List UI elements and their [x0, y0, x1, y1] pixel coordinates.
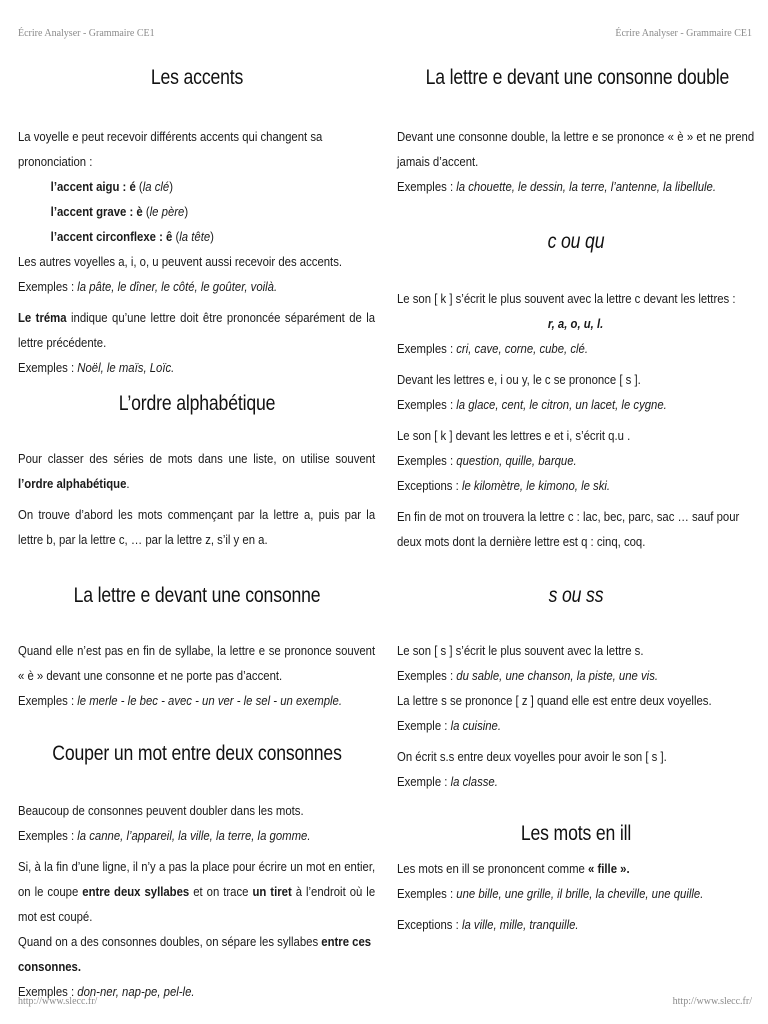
- accents-intro: La voyelle e peut recevoir différents accents qui changent sa prononciation :: [18, 129, 323, 169]
- examples-label: Exemples :: [397, 179, 454, 194]
- examples-label: Exemples :: [397, 341, 454, 356]
- accent-aigu-example: la clé: [142, 179, 170, 194]
- cqu-ex1: cri, cave, corne, cube, clé.: [456, 341, 589, 356]
- section-double: [397, 66, 755, 90]
- ill-p1-bold: « fille ».: [588, 861, 630, 876]
- cqu-ex2-line: [397, 392, 754, 417]
- cqu-p2: Devant les lettres e, i ou y, le c se prononce [ s ].: [397, 372, 641, 387]
- accents-examples-line: [18, 274, 375, 299]
- section-title: c ou qu: [547, 230, 605, 253]
- cqu-exceptions-line: [397, 473, 754, 498]
- sss-ex1: du sable, une chanson, la piste, une vis.: [456, 668, 659, 683]
- section-title: Les accents: [150, 66, 244, 89]
- ill-exceptions: la ville, mille, tranquille.: [461, 917, 579, 932]
- couper-examples2: don-ner, nap-pe, pel-le.: [77, 984, 195, 999]
- examples-label: Exemples :: [18, 279, 75, 294]
- examples-label: Exemples :: [397, 453, 454, 468]
- trema-text: indique qu’une lettre doit être prononcée séparément de la lettre précédente.: [18, 310, 376, 350]
- page-header-left: Écrire Analyser - Grammaire CE1: [18, 28, 155, 39]
- exceptions-label: Exceptions :: [397, 917, 459, 932]
- accent-circ-label: l’accent circonflexe : ê: [50, 229, 173, 244]
- couper-p1: Beaucoup de consonnes peuvent doubler dans les mots.: [18, 803, 304, 818]
- consonne-examples: le merle - le bec - avec - un ver - le sel - un exemple.: [77, 693, 342, 708]
- example-label: Exemple :: [397, 718, 448, 733]
- accent-aigu-label: l’accent aigu : é: [50, 179, 136, 194]
- section-sss: [397, 584, 755, 608]
- trema-examples: Noël, le maïs, Loïc.: [77, 360, 175, 375]
- section-title: La lettre e devant une consonne double: [425, 66, 730, 89]
- ordre-p1-bold: l’ordre alphabétique: [18, 476, 127, 491]
- sss-p2: La lettre s se prononce [ z ] quand elle est entre deux voyelles.: [397, 693, 712, 708]
- cqu-p1: Le son [ k ] s’écrit le plus souvent avec la lettre c devant les lettres :: [397, 291, 736, 306]
- ill-exceptions-line: [397, 912, 754, 937]
- trema-bold: Le tréma: [18, 310, 67, 325]
- consonne-examples-line: [18, 688, 375, 713]
- couper-examples: la canne, l’appareil, la ville, la terre, la gomme.: [77, 828, 311, 843]
- section-title: L’ordre alphabétique: [118, 392, 276, 415]
- cqu-ex2: la glace, cent, le citron, un lacet, le cygne.: [456, 397, 667, 412]
- couper-p2: [18, 854, 375, 929]
- double-p1: Devant une consonne double, la lettre e se prononce « è » et ne prend jamais d’accent.: [397, 129, 755, 169]
- example-label: Exemple :: [397, 774, 448, 789]
- couper-p3-bold: entre ces consonnes.: [18, 934, 372, 974]
- cqu-body: [397, 286, 755, 554]
- accents-autres: Les autres voyelles a, i, o, u peuvent aussi recevoir des accents.: [18, 254, 343, 269]
- cqu-letters: r, a, o, u, l.: [547, 316, 604, 331]
- couper-p2-bold2: un tiret: [252, 884, 292, 899]
- ill-examples-line: [397, 881, 754, 906]
- section-title: Couper un mot entre deux consonnes: [52, 742, 342, 765]
- consonne-p1: Quand elle n’est pas en fin de syllabe, la lettre e se prononce souvent « è » devant une consonne et ne porte pas d’accent.: [18, 643, 376, 683]
- couper-examples-line: [18, 823, 375, 848]
- section-title: La lettre e devant une consonne: [73, 584, 321, 607]
- sss-ex3: la classe.: [450, 774, 498, 789]
- double-examples-line: [397, 174, 754, 199]
- section-ill: [397, 822, 755, 846]
- examples-label: Exemples :: [397, 668, 454, 683]
- ill-body: [397, 856, 755, 937]
- cqu-ex3-line: [397, 448, 754, 473]
- couper-p3: [18, 929, 375, 979]
- examples-label: Exemples :: [397, 886, 454, 901]
- sss-ex2: la cuisine.: [450, 718, 502, 733]
- ill-p1: [397, 856, 754, 881]
- sss-p3: On écrit s.s entre deux voyelles pour avoir le son [ s ].: [397, 749, 667, 764]
- cqu-p4: En fin de mot on trouvera la lettre c : lac, bec, parc, sac … sauf pour deux mots dont la dernière lettre est q : cinq, coq.: [397, 509, 740, 549]
- ordre-p1-text: Pour classer des séries de mots dans une liste, on utilise souvent: [18, 451, 376, 466]
- trema-paragraph: [18, 305, 375, 355]
- examples-label: Exemples :: [18, 693, 75, 708]
- couper-p2-text2: et on trace: [193, 884, 249, 899]
- sss-ex1-line: [397, 663, 754, 688]
- section-accents: [18, 66, 376, 90]
- accent-aigu-line: l’accent aigu : é (la clé): [50, 179, 173, 194]
- sss-ex2-line: [397, 713, 754, 738]
- footer-link-right[interactable]: http://www.slecc.fr/: [672, 996, 752, 1007]
- exceptions-label: Exceptions :: [397, 478, 459, 493]
- ill-examples: une bille, une grille, il brille, la cheville, une quille.: [456, 886, 704, 901]
- ordre-body: [18, 446, 376, 552]
- couper-p2-text3: à l’endroit où le mot est coupé.: [18, 884, 376, 924]
- double-body: [397, 124, 755, 199]
- accents-examples: la pâte, le dîner, le côté, le goûter, voilà.: [77, 279, 278, 294]
- trema-examples-line: [18, 355, 375, 380]
- examples-label: Exemples :: [18, 984, 75, 999]
- footer-link-left[interactable]: http://www.slecc.fr/: [18, 996, 98, 1007]
- examples-label: Exemples :: [18, 360, 75, 375]
- accent-grave-label: l’accent grave : è: [50, 204, 143, 219]
- accent-circ-example: la tête: [179, 229, 211, 244]
- page-header-right: Écrire Analyser - Grammaire CE1: [615, 28, 752, 39]
- accent-grave-example: le père: [149, 204, 185, 219]
- section-ordre: [18, 392, 376, 416]
- section-cqu: [397, 230, 755, 254]
- sss-p1: Le son [ s ] s’écrit le plus souvent avec la lettre s.: [397, 643, 644, 658]
- consonne-body: [18, 638, 376, 713]
- section-consonne: [18, 584, 376, 608]
- ill-p1-text: Les mots en ill se prononcent comme: [397, 861, 585, 876]
- couper-body: [18, 798, 376, 1004]
- accent-grave-line: l’accent grave : è (le père): [50, 204, 189, 219]
- accents-body: [18, 124, 376, 380]
- cqu-p3: Le son [ k ] devant les lettres e et i, s’écrit q.u .: [397, 428, 631, 443]
- ordre-p2: On trouve d’abord les mots commençant par la lettre a, puis par la lettre b, par la lettre c, … par la lettre z, s’il y en a.: [18, 507, 376, 547]
- couper-p2-bold: entre deux syllabes: [82, 884, 190, 899]
- sss-ex3-line: [397, 769, 754, 794]
- sss-body: [397, 638, 755, 794]
- section-title: Les mots en ill: [520, 822, 632, 845]
- couper-p3-text: Quand on a des consonnes doubles, on sépare les syllabes: [18, 934, 319, 949]
- examples-label: Exemples :: [397, 397, 454, 412]
- cqu-exceptions: le kilomètre, le kimono, le ski.: [461, 478, 611, 493]
- section-couper: [18, 742, 376, 766]
- ordre-p1: Pour classer des séries de mots dans une liste, on utilise souvent l’ordre alphabétique.: [18, 451, 376, 491]
- cqu-ex1-line: [397, 336, 754, 361]
- section-title: s ou ss: [548, 584, 604, 607]
- examples-label: Exemples :: [18, 828, 75, 843]
- cqu-ex3: question, quille, barque.: [456, 453, 577, 468]
- double-examples: la chouette, le dessin, la terre, l’antenne, la libellule.: [456, 179, 717, 194]
- couper-p2-text: Si, à la fin d’une ligne, il n’y a pas la place pour écrire un mot en entier, on le coupe: [18, 859, 376, 899]
- accent-circ-line: l’accent circonflexe : ê (la tête): [50, 229, 214, 244]
